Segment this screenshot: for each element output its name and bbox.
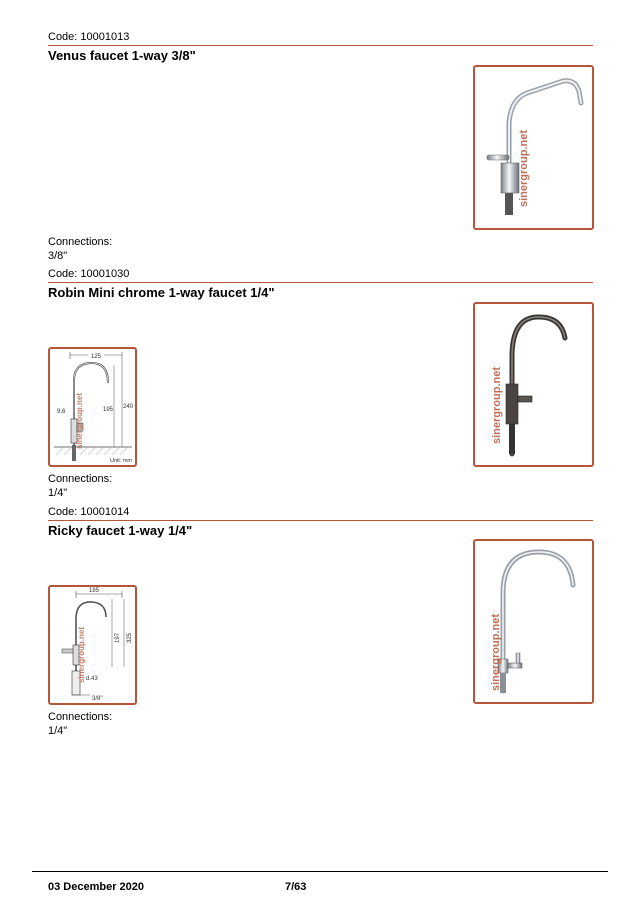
page-number: 7/63 bbox=[285, 881, 307, 893]
dimension-height-inner: 195 bbox=[102, 407, 113, 413]
product-title: Ricky faucet 1-way 1/4" bbox=[48, 523, 193, 538]
product-code: Code: 10001030 bbox=[48, 268, 130, 280]
watermark-text: sinergroup.net bbox=[77, 626, 86, 683]
dimension-height-inner: 197 bbox=[115, 632, 121, 643]
section-rule bbox=[48, 520, 593, 521]
dimension-width: 125 bbox=[90, 354, 102, 360]
connections-value: 3/8" bbox=[48, 250, 68, 262]
product-title: Robin Mini chrome 1-way faucet 1/4" bbox=[48, 285, 275, 300]
watermark-text: sinergroup.net bbox=[490, 613, 502, 691]
product-photo bbox=[473, 302, 594, 467]
thread-label: 3/8" bbox=[92, 696, 103, 702]
product-photo bbox=[473, 539, 594, 704]
technical-drawing bbox=[48, 585, 137, 705]
watermark-text: sinergroup.net bbox=[75, 392, 84, 449]
watermark-text: sinergroup.net bbox=[518, 129, 530, 207]
dimension-height-outer: 325 bbox=[127, 632, 133, 643]
footer-rule bbox=[32, 871, 608, 872]
connections-label: Connections: bbox=[48, 711, 113, 723]
product-code: Code: 10001014 bbox=[48, 506, 130, 518]
dimension-height-outer: 240 bbox=[123, 404, 134, 410]
section-rule bbox=[48, 282, 593, 283]
connections bbox=[48, 710, 112, 738]
product-code: Code: 10001013 bbox=[48, 31, 130, 43]
connections-label: Connections: bbox=[48, 236, 113, 248]
dimension-width: 185 bbox=[88, 588, 100, 594]
product-title: Venus faucet 1-way 3/8" bbox=[48, 48, 196, 63]
connections-value: 1/4" bbox=[48, 487, 68, 499]
product-photo bbox=[473, 65, 594, 230]
footer-date: 03 December 2020 bbox=[48, 881, 145, 893]
watermark-text: sinergroup.net bbox=[491, 366, 503, 444]
technical-drawing bbox=[48, 347, 137, 467]
unit-label: Unit: mm bbox=[110, 458, 132, 464]
dimension-diameter: d.43 bbox=[86, 676, 98, 682]
section-rule bbox=[48, 45, 593, 46]
connections-value: 1/4" bbox=[48, 725, 68, 737]
connections bbox=[48, 235, 112, 263]
dimension-base: 9,6 bbox=[57, 409, 66, 415]
connections bbox=[48, 472, 112, 500]
connections-label: Connections: bbox=[48, 473, 113, 485]
